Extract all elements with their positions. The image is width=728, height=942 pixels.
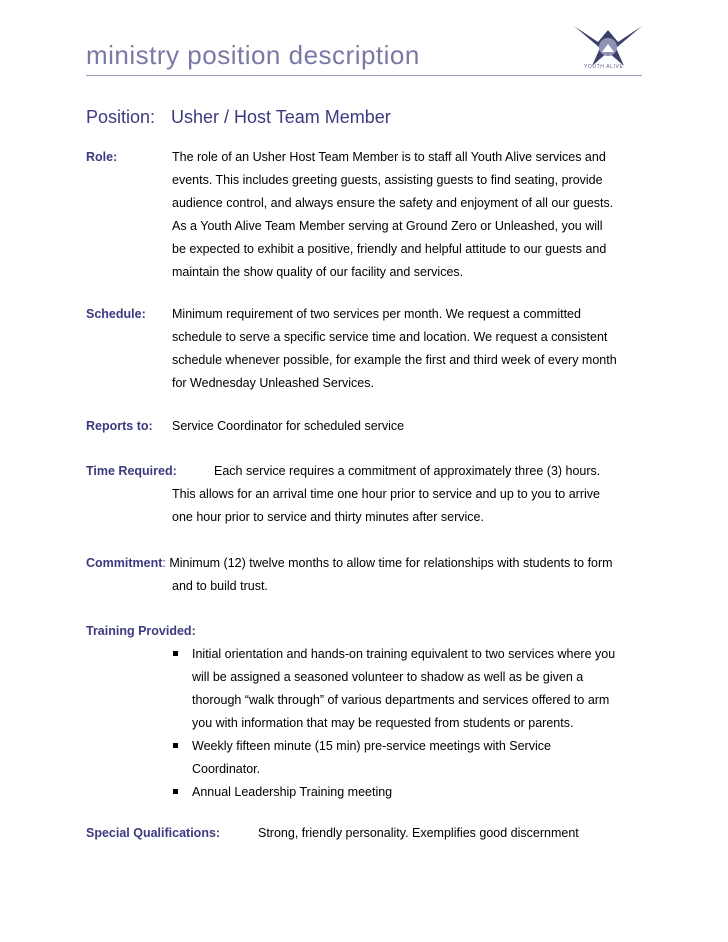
schedule-text (172, 303, 646, 395)
commitment-label: Commitment (86, 556, 163, 570)
time-required-label: Time Required: (86, 464, 177, 478)
training-list (172, 643, 646, 804)
logo-text: YOUTH ALIVE (584, 64, 624, 70)
schedule-line: for Wednesday Unleashed Services. (172, 376, 374, 390)
role-line: be expected to exhibit a positive, friendly and helpful attitude to our guests and (172, 242, 607, 256)
list-item (172, 781, 646, 804)
header-divider (86, 75, 642, 76)
role-line: maintain the show quality of our facility and services. (172, 265, 464, 279)
schedule-label: Schedule: (86, 307, 146, 321)
commitment-first-line (86, 552, 646, 575)
schedule-line: schedule whenever possible, for example the first and third week of every month (172, 353, 617, 367)
list-item-line: will be assigned a seasoned volunteer to shadow as well as be given a (192, 670, 584, 684)
position-heading (86, 107, 391, 128)
time-required-section (86, 460, 646, 529)
role-line: The role of an Usher Host Team Member is to staff all Youth Alive services and (172, 150, 606, 164)
list-item-line: Initial orientation and hands-on training equivalent to two services where you (192, 647, 616, 661)
special-qualifications-label: Special Qualifications: (86, 826, 221, 840)
reports-to-text: Service Coordinator for scheduled service (172, 419, 405, 433)
time-required-line: This allows for an arrival time one hour prior to service and up to you to arrive (172, 487, 600, 501)
time-required-line: one hour prior to service and thirty minutes after service. (172, 510, 484, 524)
time-required-text (172, 483, 646, 529)
list-item-line: you with information that may be requested from students or parents. (192, 716, 574, 730)
role-label: Role: (86, 150, 118, 164)
role-line: events. This includes greeting guests, assisting guests to find seating, provide (172, 173, 603, 187)
commitment-colon: : (162, 556, 166, 570)
training-section (86, 620, 646, 804)
list-item (172, 735, 646, 781)
bullet-square-icon (173, 789, 178, 794)
position-value: Usher / Host Team Member (171, 107, 391, 127)
training-label: Training Provided: (86, 624, 196, 638)
schedule-section (86, 303, 646, 395)
position-label: Position: (86, 107, 156, 127)
list-item (172, 643, 646, 735)
role-text (172, 146, 646, 284)
role-line: audience control, and always ensure the safety and enjoyment of all our guests. (172, 196, 614, 210)
role-line: As a Youth Alive Team Member serving at Ground Zero or Unleashed, you will (172, 219, 603, 233)
special-qualifications-text: Strong, friendly personality. Exemplifies good discernment (258, 826, 579, 840)
commitment-first-text: Minimum (12) twelve months to allow time for relationships with students to form (165, 556, 613, 570)
role-section (86, 146, 646, 284)
document-title: ministry position description (86, 40, 420, 70)
time-required-first-text: Each service requires a commitment of approximately three (3) hours. (214, 464, 601, 478)
time-required-first-line (86, 460, 646, 483)
reports-to-section (86, 415, 646, 438)
list-item-line: Annual Leadership Training meeting (192, 785, 393, 799)
schedule-line: schedule to serve a specific service time and location. We request a consistent (172, 330, 608, 344)
bullet-square-icon (173, 743, 178, 748)
special-qualifications-line (86, 822, 646, 845)
commitment-line: and to build trust. (172, 579, 268, 593)
commitment-section (86, 552, 646, 598)
list-item-line: thorough “walk through” of various departments and services offered to arm (192, 693, 610, 707)
bullet-square-icon (173, 651, 178, 656)
special-qualifications-section (86, 822, 646, 845)
commitment-text (172, 575, 646, 598)
schedule-line: Minimum requirement of two services per month. We request a committed (172, 307, 581, 321)
list-item-line: Coordinator. (192, 762, 261, 776)
reports-to-label: Reports to: (86, 419, 153, 433)
list-item-line: Weekly fifteen minute (15 min) pre-service meetings with Service (192, 739, 551, 753)
